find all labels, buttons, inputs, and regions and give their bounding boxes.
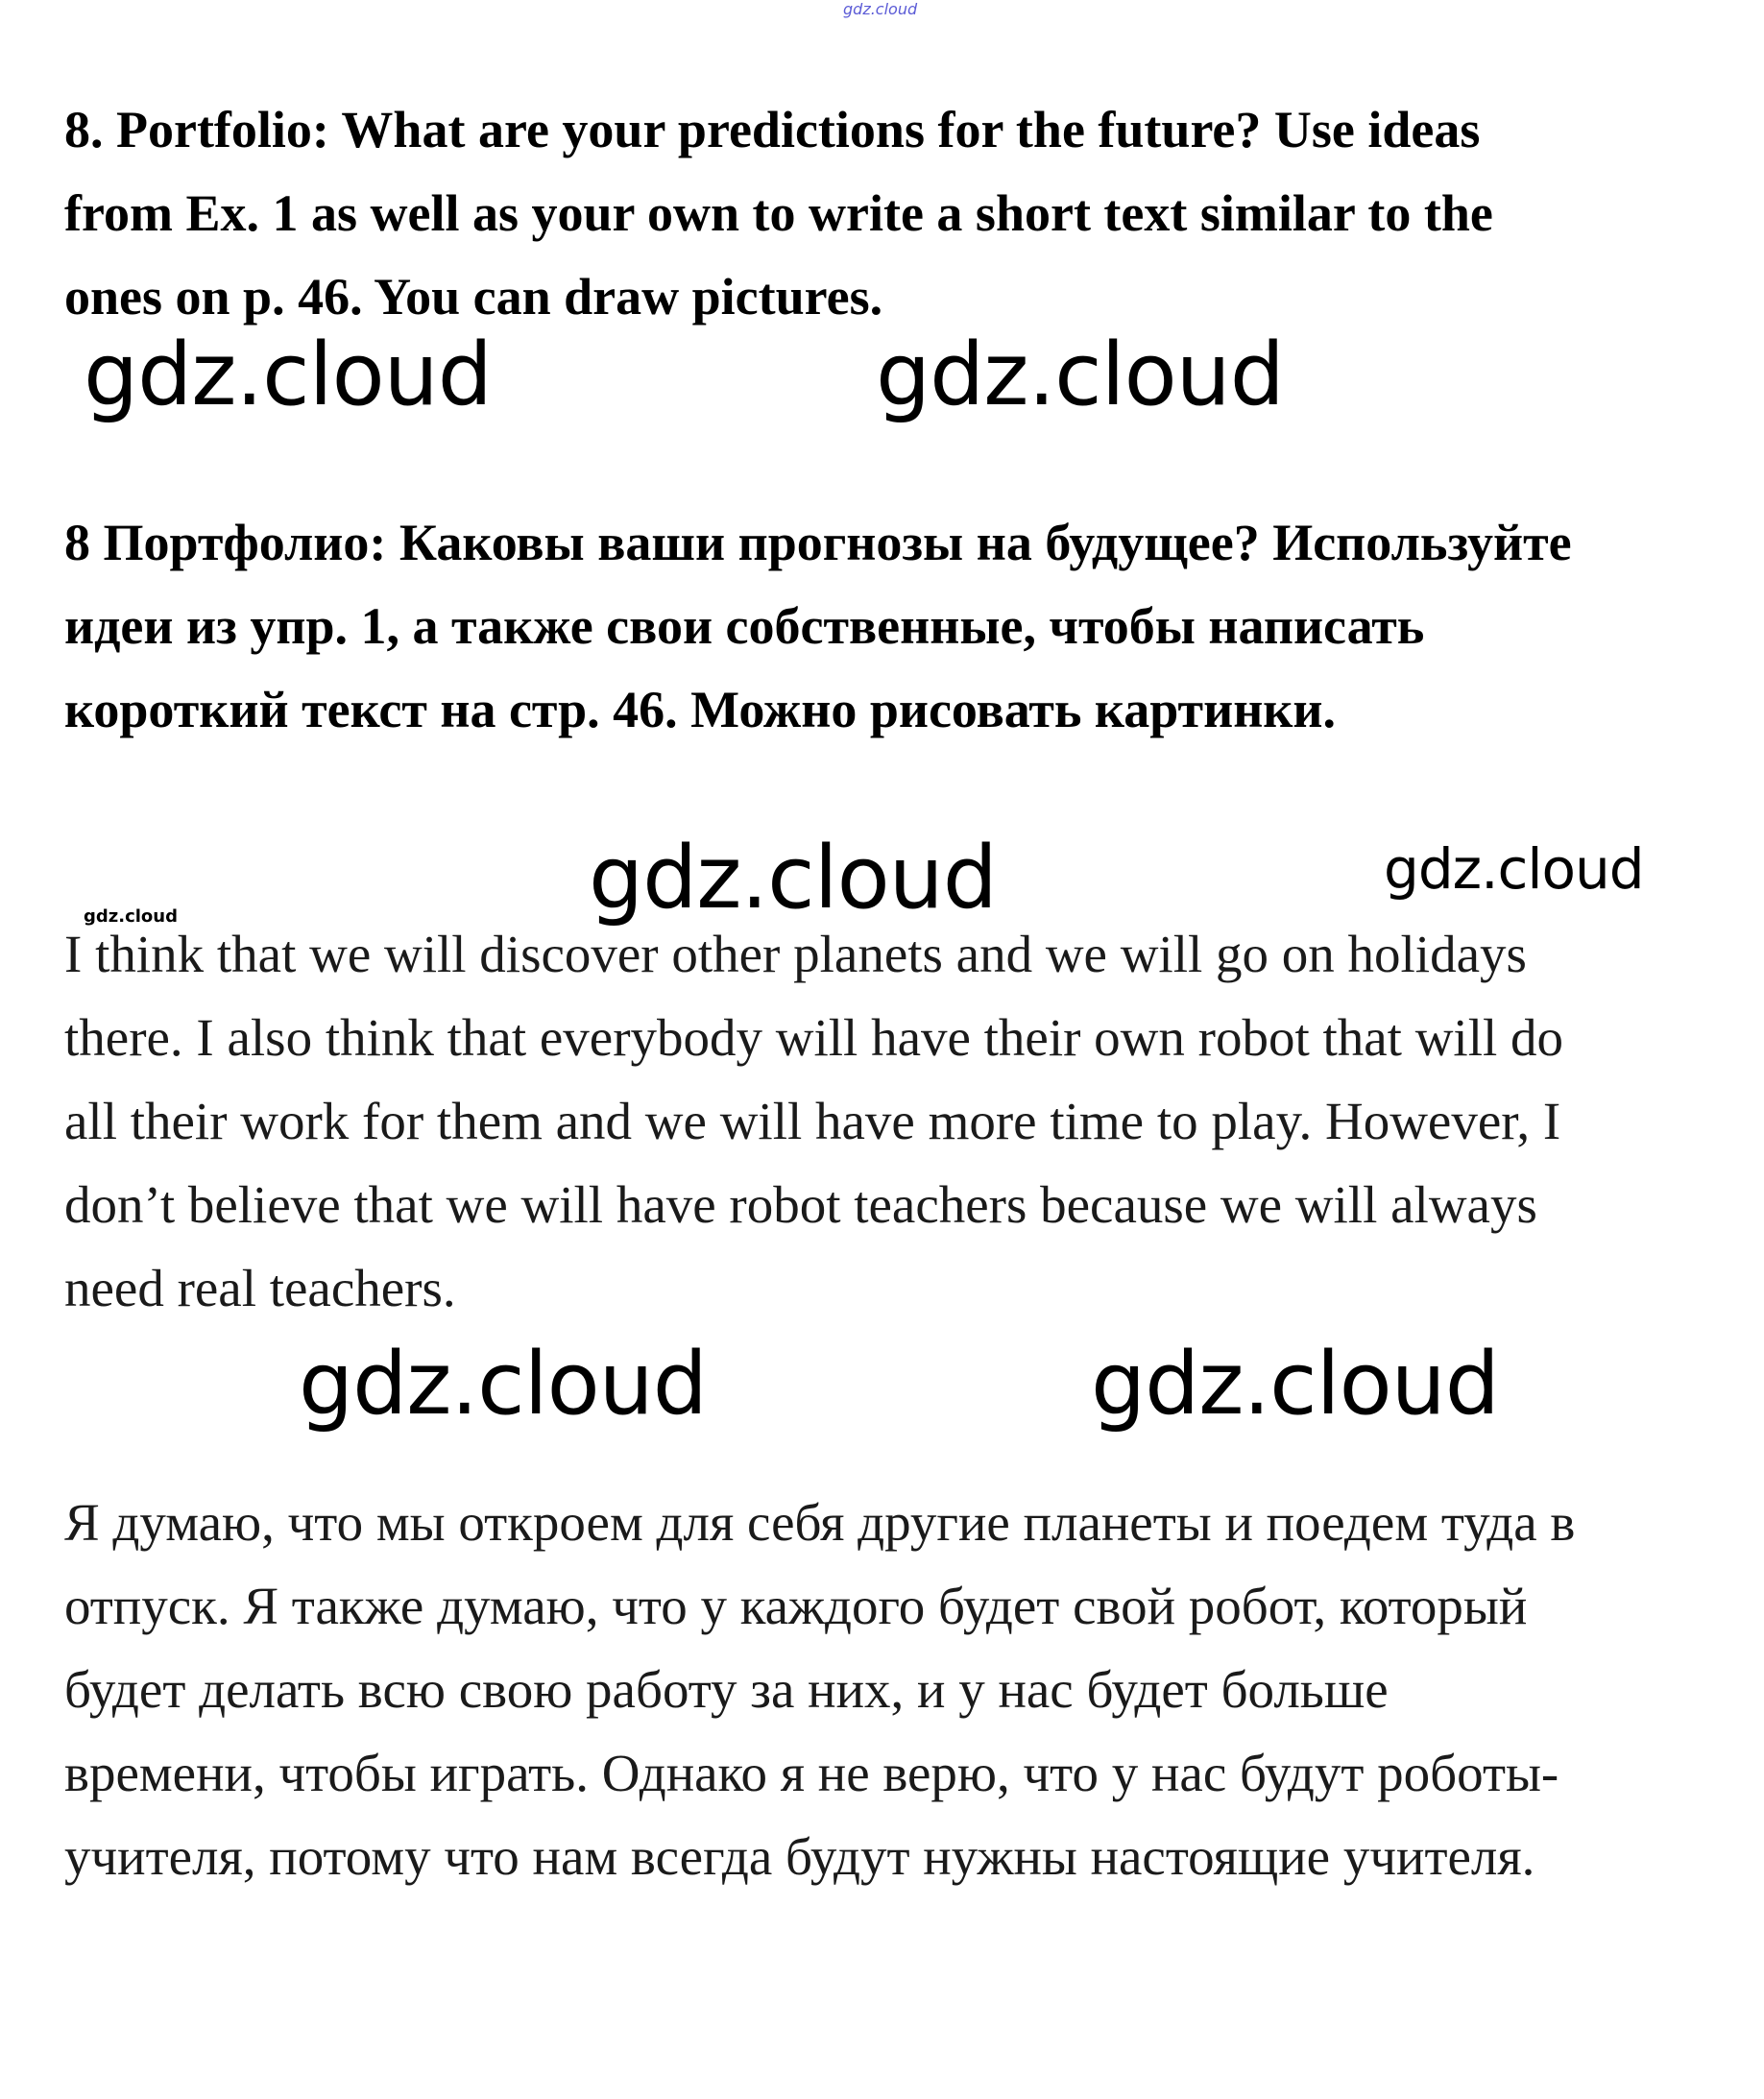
- answer-russian-line: отпуск. Я также думаю, что у каждого будет свой робот, который: [64, 1577, 1528, 1635]
- task-english: [64, 88, 1716, 339]
- task-english-line: from Ex. 1 as well as your own to write a short text similar to the: [64, 184, 1493, 242]
- watermark: gdz.cloud: [876, 325, 1284, 425]
- answer-english-line: all their work for them and we will have more time to play. However, I: [64, 1092, 1561, 1150]
- answer-russian-line: времени, чтобы играть. Однако я не верю, что у нас будут роботы-: [64, 1744, 1559, 1802]
- watermark: gdz.cloud: [1384, 836, 1644, 902]
- answer-russian-line: Я думаю, что мы откроем для себя другие планеты и поедем туда в: [64, 1493, 1576, 1552]
- task-russian-line: короткий текст на стр. 46. Можно рисовать картинки.: [64, 681, 1337, 738]
- task-russian-line: 8 Портфолио: Каковы ваши прогнозы на будущее? Используйте: [64, 514, 1572, 571]
- watermark: gdz.cloud: [299, 1334, 707, 1435]
- watermark-top: gdz.cloud: [843, 0, 918, 18]
- task-english-line: 8. Portfolio: What are your predictions for the future? Use ideas: [64, 101, 1481, 158]
- task-russian: [64, 501, 1716, 752]
- task-russian-line: идеи из упр. 1, а также свои собственные, чтобы написать: [64, 597, 1425, 655]
- task-english-line: ones on p. 46. You can draw pictures.: [64, 268, 883, 326]
- answer-english-line: need real teachers.: [64, 1259, 456, 1317]
- answer-english: [64, 912, 1716, 1330]
- watermark-small: gdz.cloud: [84, 906, 178, 927]
- answer-english-line: there. I also think that everybody will have their own robot that will do: [64, 1008, 1564, 1067]
- watermark: gdz.cloud: [84, 325, 492, 425]
- answer-english-line: I think that we will discover other planets and we will go on holidays: [64, 925, 1527, 983]
- watermark: gdz.cloud: [589, 828, 997, 929]
- answer-russian-line: будет делать всю свою работу за них, и у нас будет больше: [64, 1660, 1389, 1719]
- answer-russian-line: учителя, потому что нам всегда будут нужны настоящие учителя.: [64, 1827, 1535, 1886]
- answer-russian: [64, 1481, 1716, 1898]
- answer-english-line: don’t believe that we will have robot teachers because we will always: [64, 1175, 1537, 1234]
- watermark: gdz.cloud: [1091, 1334, 1499, 1435]
